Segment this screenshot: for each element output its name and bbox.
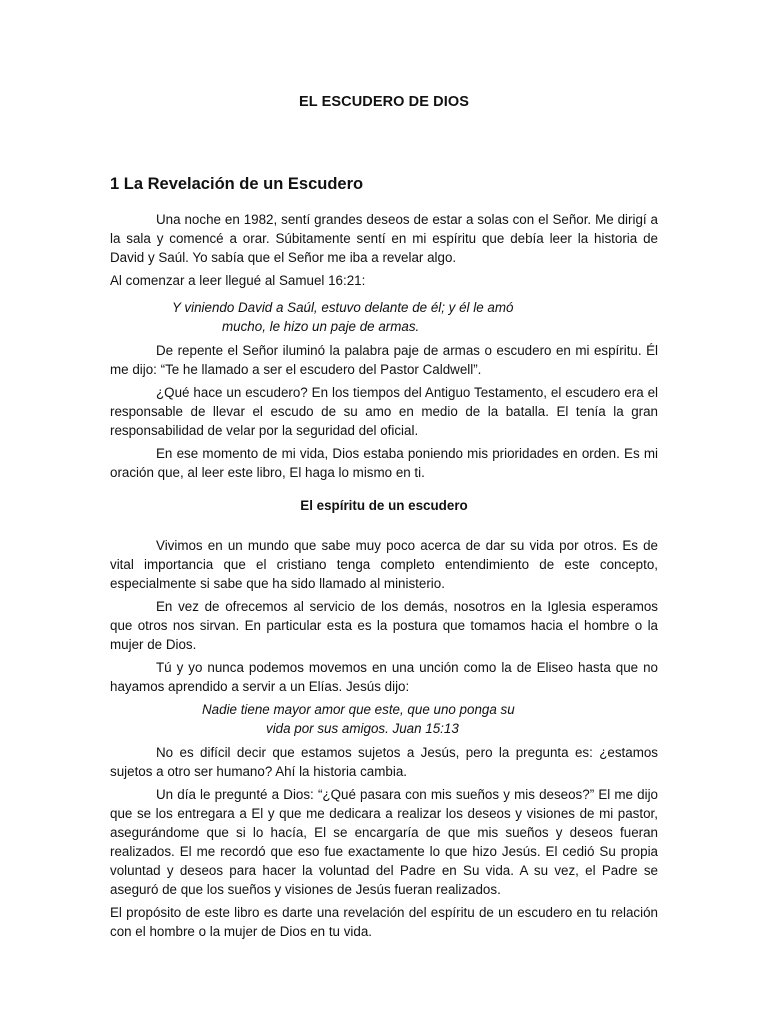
paragraph: Una noche en 1982, sentí grandes deseos de estar a solas con el Señor. Me dirigí a la sala y comencé a orar. Súbitamente sentí en mi espíritu que debía leer la historia de David y Saúl. Yo sabía que el Señor me iba a revelar algo. bbox=[110, 212, 658, 265]
paragraph: De repente el Señor iluminó la palabra paje de armas o escudero en mi espíritu. Él me dijo: “Te he llamado a ser el escudero del Pastor Caldwell”. bbox=[110, 343, 658, 377]
section-2-block-b bbox=[110, 743, 658, 945]
section-1-block-a bbox=[110, 210, 658, 294]
section-1-block-b bbox=[110, 341, 658, 486]
paragraph: Tú y yo nunca podemos movemos en una unción como la de Eliseo hasta que no hayamos aprendido a servir a un Elías. Jesús dijo: bbox=[110, 660, 658, 694]
chapter-heading: 1 La Revelación de un Escudero bbox=[110, 175, 364, 193]
paragraph: Un día le pregunté a Dios: “¿Qué pasara con mis sueños y mis deseos?” El me dijo que se los entregara a El y que me dedicara a realizar los deseos y visiones de mi pastor, asegurándome que si lo hacía, El se encargaría de que mis sueños y deseos fueran realizados. El me recordó que eso fue exactamente lo que hizo Jesús. El cedió Su propia voluntad y deseos para hacer la voluntad del Padre en Su vida. A su vez, el Padre se aseguró de que los sueños y visiones de Jesús fueran realizados. bbox=[110, 787, 658, 897]
scripture-quote-line: Y viniendo David a Saúl, estuvo delante de él; y él le amó bbox=[172, 300, 514, 315]
scripture-quote-line: mucho, le hizo un paje de armas. bbox=[222, 319, 420, 334]
scripture-quote-line: vida por sus amigos. Juan 15:13 bbox=[266, 721, 459, 736]
paragraph: No es difícil decir que estamos sujetos a Jesús, pero la pregunta es: ¿estamos sujetos a otro ser humano? Ahí la historia cambia. bbox=[110, 745, 658, 779]
paragraph: En ese momento de mi vida, Dios estaba poniendo mis prioridades en orden. Es mi oración que, al leer este libro, El haga lo mismo en ti. bbox=[110, 446, 658, 480]
section-2-block-a bbox=[110, 536, 658, 700]
section-subheading: El espíritu de un escudero bbox=[300, 498, 468, 513]
paragraph: En vez de ofrecemos al servicio de los demás, nosotros en la Iglesia esperamos que otros nos sirvan. En particular esta es la postura que tomamos hacia el hombre o la mujer de Dios. bbox=[110, 599, 658, 652]
paragraph: ¿Qué hace un escudero? En los tiempos del Antiguo Testamento, el escudero era el responsable de llevar el escudo de su amo en medio de la batalla. El tenía la gran responsabilidad de velar por la seguridad del oficial. bbox=[110, 385, 658, 438]
paragraph: Vivimos en un mundo que sabe muy poco acerca de dar su vida por otros. Es de vital importancia que el cristiano tenga completo entendimiento de este concepto, especialmente si sabe que ha sido llamado al ministerio. bbox=[110, 538, 658, 591]
scripture-quote-line: Nadie tiene mayor amor que este, que uno ponga su bbox=[202, 702, 515, 717]
paragraph: Al comenzar a leer llegué al Samuel 16:21: bbox=[110, 273, 366, 288]
paragraph: El propósito de este libro es darte una revelación del espíritu de un escudero en tu relación con el hombre o la mujer de Dios en tu vida. bbox=[110, 905, 658, 939]
document-title: EL ESCUDERO DE DIOS bbox=[298, 94, 470, 110]
